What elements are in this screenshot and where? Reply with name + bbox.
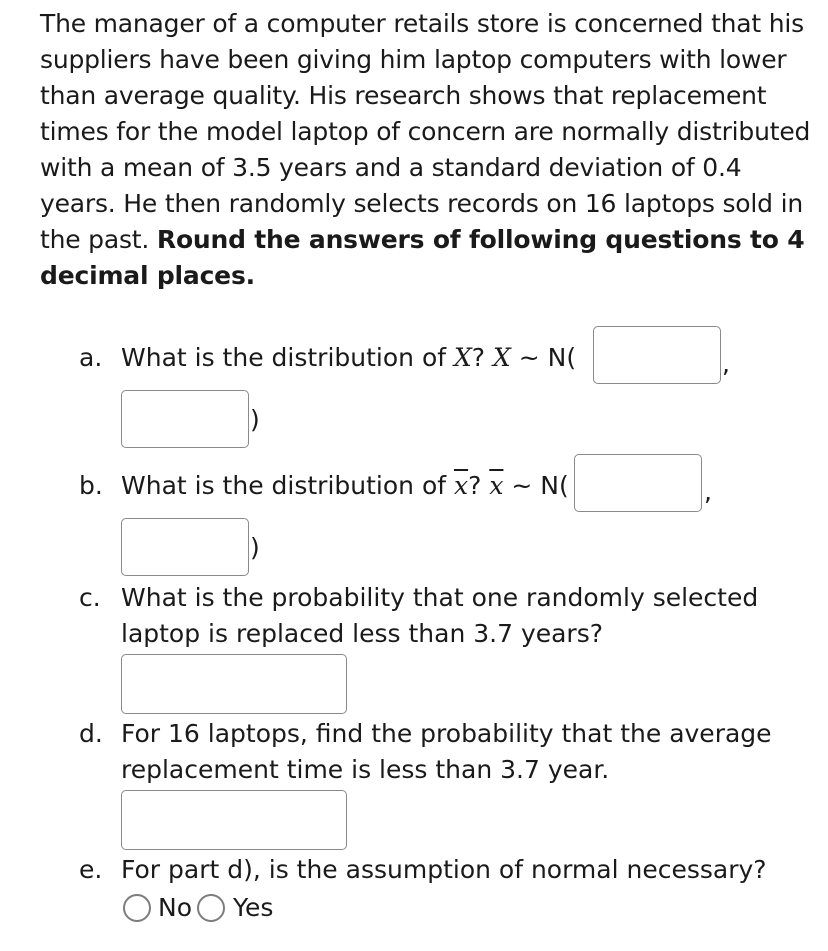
question-d-line1: For 16 laptops, find the probability that the average xyxy=(121,719,772,748)
radio-yes[interactable] xyxy=(197,894,225,922)
question-a-letter: a. xyxy=(79,343,103,372)
question-e-letter: e. xyxy=(79,855,103,884)
question-b-letter: b. xyxy=(79,471,103,500)
question-a-prompt: What is the distribution of xyxy=(121,343,454,372)
variable-x-2: X xyxy=(493,343,511,372)
a-mean-input[interactable] xyxy=(593,326,721,384)
variable-x: X xyxy=(453,343,472,372)
normal-notation: ~ N( xyxy=(510,343,577,372)
a-close-paren: ) xyxy=(250,405,260,434)
question-e-text: For part d), is the assumption of normal necessary? xyxy=(121,855,767,884)
question-b-prompt: What is the distribution of xyxy=(121,471,454,500)
question-a-text xyxy=(121,340,576,376)
radio-no[interactable] xyxy=(123,894,151,922)
question-c xyxy=(0,580,828,652)
rounding-instruction: Round the answers of following questions to 4 decimal places. xyxy=(40,225,805,290)
a-comma: , xyxy=(722,349,730,378)
variable-xbar: $\overline{x}$ xyxy=(453,471,469,500)
question-mark-b: ? xyxy=(468,471,490,500)
a-sd-input[interactable] xyxy=(121,390,249,448)
question-d-line2: replacement time is less than 3.7 year. xyxy=(121,755,610,784)
radio-no-label[interactable]: No xyxy=(158,893,192,922)
question-c-line1: What is the probability that one randomly selected xyxy=(121,583,759,612)
question-mark: ? xyxy=(471,343,494,372)
question-c-letter: c. xyxy=(79,583,101,612)
b-close-paren: ) xyxy=(250,533,260,562)
b-mean-input[interactable] xyxy=(574,454,702,512)
question-d-letter: d. xyxy=(79,719,103,748)
question-b-text xyxy=(121,468,569,504)
problem-text: The manager of a computer retails store is concerned that his suppliers have been giving him laptop computers with lower than average quality. His research shows that replacement times for the model laptop of concern are normally distributed with a mean of 3.5 years and a standard deviation of 0.4 years. He then randomly selects records on 16 laptops sold in the past. xyxy=(40,9,811,254)
b-comma: , xyxy=(704,477,712,506)
normal-notation-b: ~ N( xyxy=(503,471,569,500)
question-e xyxy=(0,852,828,892)
b-sd-input[interactable] xyxy=(121,518,249,576)
question-c-line2: laptop is replaced less than 3.7 years? xyxy=(121,619,604,648)
c-probability-input[interactable] xyxy=(121,654,347,714)
radio-yes-label[interactable]: Yes xyxy=(233,893,274,922)
question-d xyxy=(0,716,828,788)
variable-xbar-2: $\overline{x}$ xyxy=(489,471,504,500)
problem-statement xyxy=(40,6,820,294)
d-probability-input[interactable] xyxy=(121,790,347,850)
